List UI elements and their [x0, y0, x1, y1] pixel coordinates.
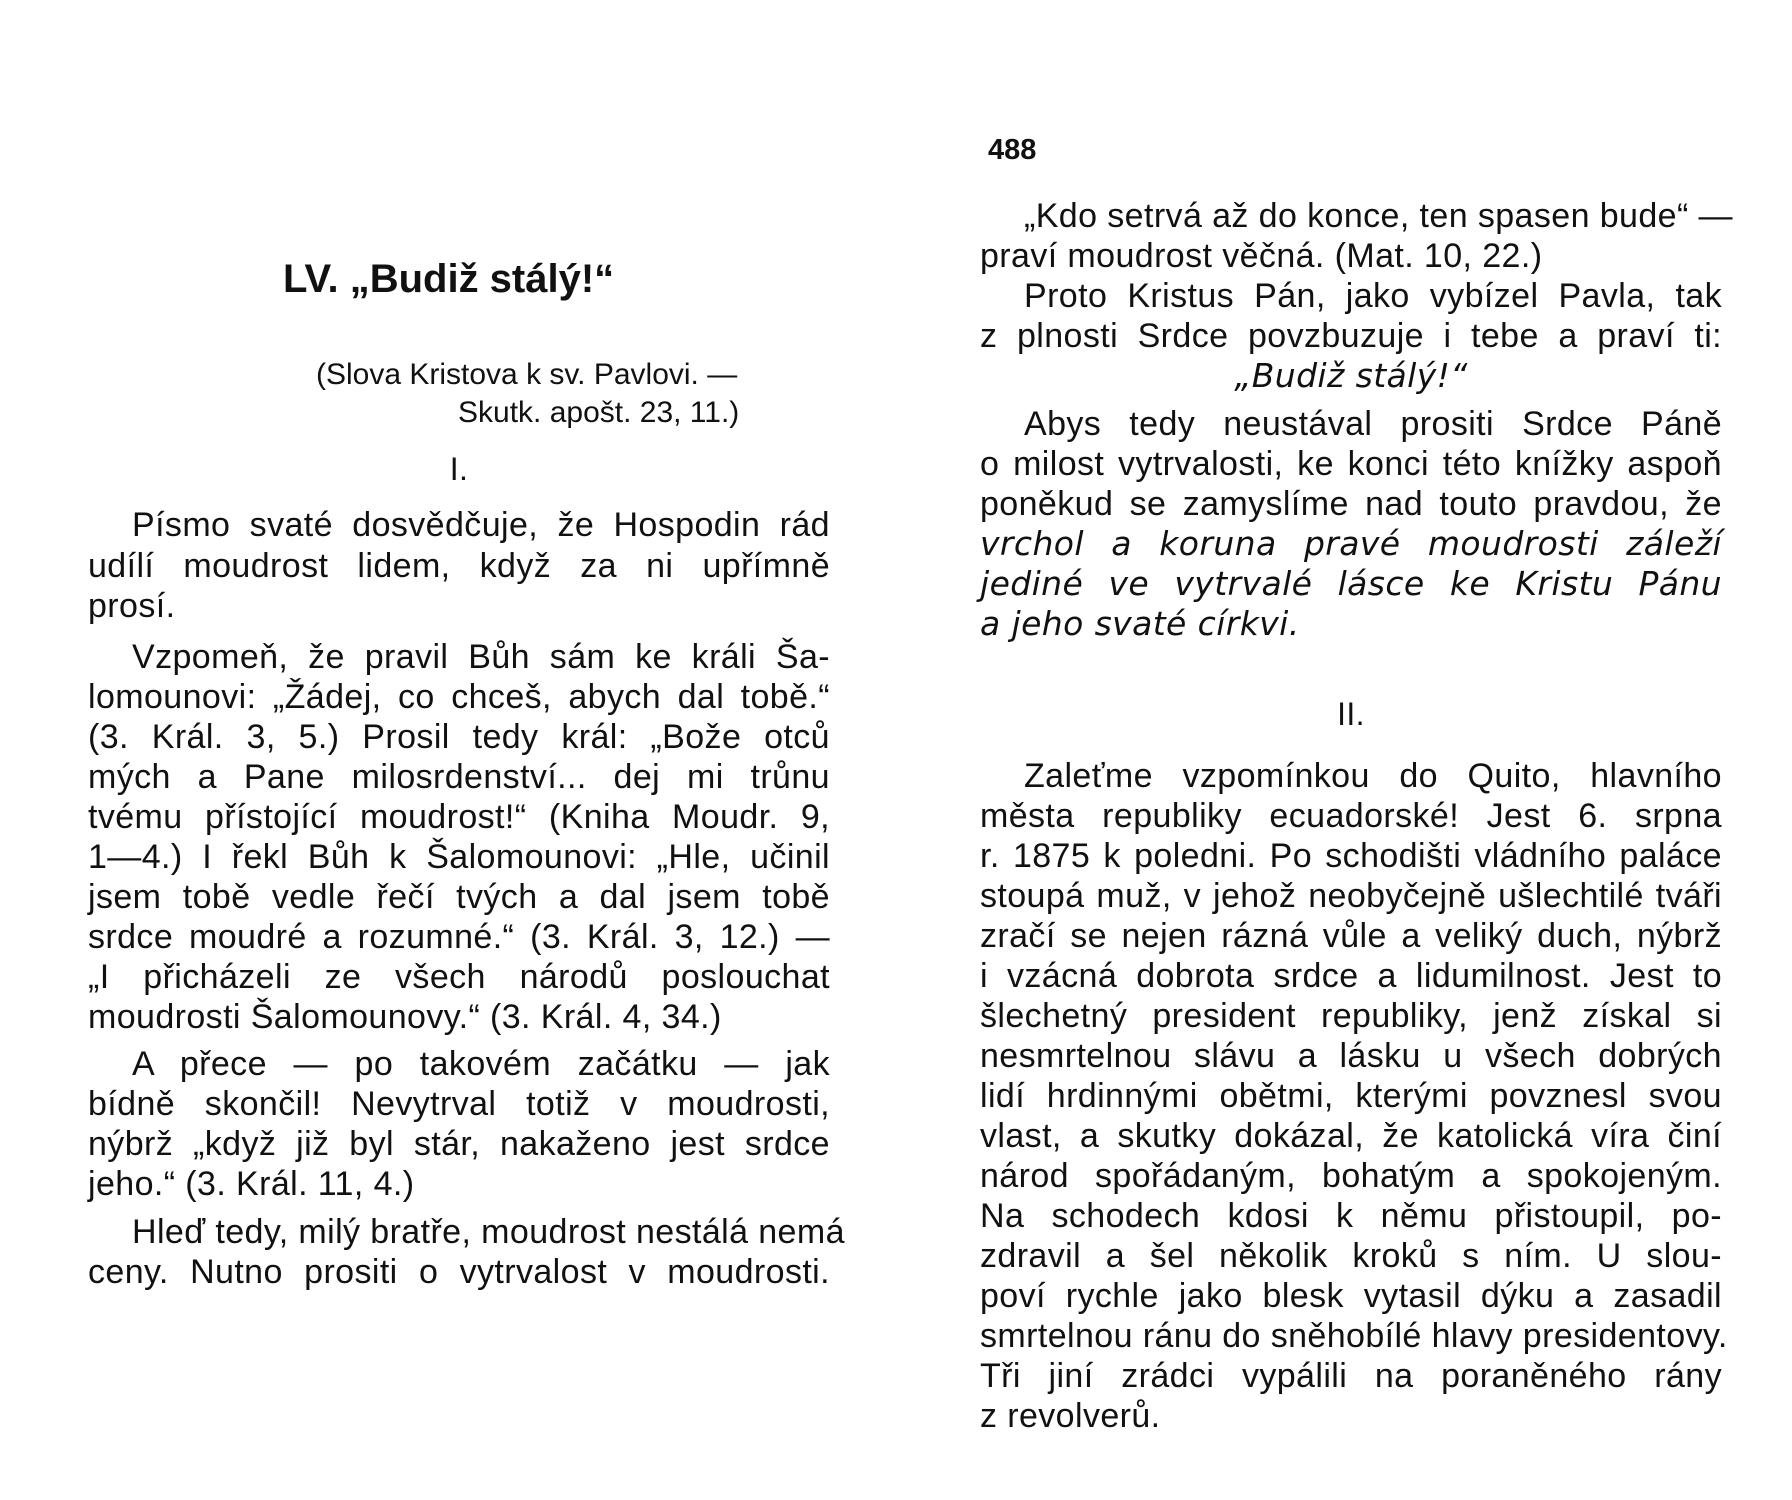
text-line: Hleď tedy, milý bratře, moudrost nestálá nemá [132, 1213, 845, 1251]
page-number: 488 [988, 134, 1037, 166]
text-line: Abys tedy neustával prositi Srdce Páně [1024, 405, 1722, 443]
text-line: o milost vytrvalosti, ke konci této knížky aspoň [980, 445, 1722, 483]
text-line: 1—4.) I řekl Bůh k Šalomounovi: „Hle, učinil [88, 838, 830, 876]
text-line: srdce moudré a rozumné.“ (3. Král. 3, 12.) — [88, 918, 830, 956]
text-line: ceny. Nutno prositi o vytrvalost v moudrosti. [88, 1253, 830, 1291]
text-line: smrtelnou ránu do sněhobílé hlavy presidentovy. [980, 1317, 1728, 1355]
text-line: nýbrž „když již byl stár, nakaženo jest srdce [88, 1125, 830, 1163]
text-line: (3. Král. 3, 5.) Prosil tedy král: „Bože otců [88, 718, 830, 756]
text-line: města republiky ecuadorské! Jest 6. srpna [980, 797, 1722, 835]
text-line: „I přicházeli ze všech národů poslouchat [88, 958, 830, 996]
text-line: mých a Pane milosrdenství... dej mi trůnu [88, 758, 830, 796]
text-line: udílí moudrost lidem, když za ni upřímně [88, 547, 830, 585]
text-line: Na schodech kdosi k němu přistoupil, po- [980, 1197, 1722, 1235]
text-line: Proto Kristus Pán, jako vybízel Pavla, tak [1024, 277, 1722, 315]
chapter-subtitle-line-1: (Slova Kristova k sv. Pavlovi. — [316, 358, 738, 391]
text-line: i vzácná dobrota srdce a lidumilnost. Jest to [980, 957, 1722, 995]
text-line: Vzpomeň, že pravil Bůh sám ke králi Ša- [132, 638, 830, 676]
text-line: Zaleťme vzpomínkou do Quito, hlavního [1024, 757, 1722, 795]
text-line: praví moudrost věčná. (Mat. 10, 22.) [980, 237, 1543, 275]
text-line: národ spořádaným, bohatým a spokojeným. [980, 1157, 1722, 1195]
text-line: vlast, a skutky dokázal, že katolická víra činí [980, 1117, 1722, 1155]
text-line: poví rychle jako blesk vytasil dýku a zasadil [980, 1277, 1722, 1315]
section-number-1: I. [449, 451, 469, 487]
text-line: jsem tobě vedle řečí tvých a dal jsem tobě [88, 878, 830, 916]
text-line: poněkud se zamyslíme nad touto pravdou, že [980, 485, 1722, 523]
text-line: Písmo svaté dosvědčuje, že Hospodin rád [132, 506, 830, 544]
text-line: r. 1875 k poledni. Po schodišti vládního paláce [980, 837, 1722, 875]
text-line: nesmrtelnou slávu a lásku u všech dobrých [980, 1037, 1722, 1075]
text-line: lidí hrdinnými obětmi, kterými povznesl svou [980, 1077, 1722, 1115]
text-line: lomounovi: „Žádej, co chceš, abych dal tobě.“ [88, 678, 830, 716]
text-line: „Kdo setrvá až do konce, ten spasen bude“ — [1024, 197, 1733, 235]
text-line: jeho.“ (3. Král. 11, 4.) [88, 1165, 415, 1203]
text-line-italic: a jeho svaté církvi. [980, 604, 1300, 643]
text-line: bídně skončil! Nevytrval totiž v moudrosti, [88, 1085, 830, 1123]
text-line: zdravil a šel několik kroků s ním. U slou- [980, 1237, 1722, 1275]
section-number-2: II. [1337, 696, 1365, 732]
chapter-title: LV. „Budiž stálý!“ [283, 257, 615, 301]
chapter-subtitle-line-2: Skutk. apošt. 23, 11.) [458, 396, 740, 429]
text-line: šlechetný president republiky, jenž získal si [980, 997, 1722, 1035]
text-line: moudrosti Šalomounovy.“ (3. Král. 4, 34.) [88, 998, 722, 1036]
text-line: z plnosti Srdce povzbuzuje i tebe a praví ti: [980, 317, 1722, 355]
text-line: A přece — po takovém začátku — jak [132, 1045, 830, 1083]
text-line: prosí. [88, 587, 176, 625]
text-line: stoupá muž, v jehož neobyčejně ušlechtilé tváři [980, 877, 1722, 915]
text-line: tvému přístojící moudrost!“ (Kniha Moudr. 9, [88, 798, 830, 836]
text-line-italic: vrchol a koruna pravé moudrosti záleží [980, 524, 1722, 563]
quote-line-italic: „Budiž stálý!“ [1234, 356, 1468, 395]
text-line: Tři jiní zrádci vypálili na poraněného rány [980, 1357, 1722, 1395]
text-line: zračí se nejen rázná vůle a veliký duch, nýbrž [980, 917, 1722, 955]
text-line-italic: jediné ve vytrvalé lásce ke Kristu Pánu [980, 564, 1722, 603]
text-line: z revolverů. [980, 1397, 1161, 1435]
